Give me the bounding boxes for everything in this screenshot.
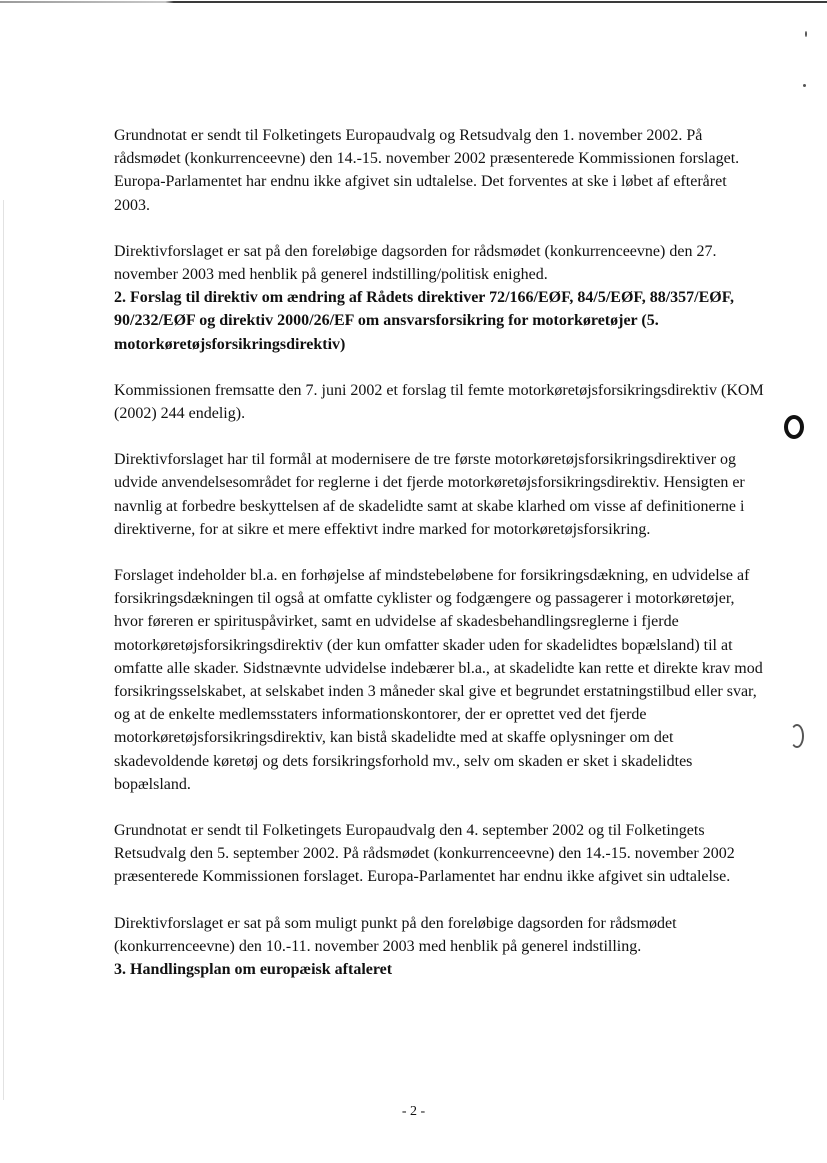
paragraph-forslaget: Forslaget indeholder bl.a. en forhøjelse af mindstebeløbene for forsikringsdækning, en udvidelse af forsikringsdækningen til også at omfatte cyklister og fodgængere og passagerer i motorkøretøjer, hvor føreren er spirituspåvirket, samt en udvidelse af skadesbehandlingsreglerne i fjerde motorkøretøjsforsikringsdirektiv (der kun omfatter skader uden for skadelidtes bopælsland) til at omfatte alle skader. Sidstnævnte udvidelse indebærer bl.a., at skadelidte kan rette et direkte krav mod forsikringsselskabet, at selskabet inden 3 måneder skal give et begrundet erstatningstilbud eller svar, og at de enkelte medlemsstaters informationskontorer, der er oprettet ved det fjerde motorkøretøjsforsikringsdirektiv, kan bistå skadelidte med at skaffe oplysninger om det skadevoldende køretøj og dets forsikringsforhold mv., selv om skaden er sket i skadelidtes bopælsland. [114, 567, 763, 793]
section-heading-3: 3. Handlingsplan om europæisk aftaleret [114, 961, 393, 979]
document-body [114, 124, 764, 981]
scan-top-edge [0, 1, 827, 3]
scan-left-edge [3, 200, 4, 1100]
punch-hole-lower [790, 724, 804, 748]
scan-speck [803, 84, 806, 87]
paragraph-grundnotat-1: Grundnotat er sendt til Folketingets Europaudvalg og Retsudvalg den 1. november 2002. På rådsmødet (konkurrenceevne) den 14.-15. november 2002 præsenterede Kommissionen forslaget. Europa-Parlamentet har endnu ikke afgivet sin udtalelse. Det forventes at ske i løbet af efteråret 2003. [114, 127, 740, 214]
paragraph-dagsorden-2: Direktivforslaget er sat på som muligt punkt på den foreløbige dagsorden for rådsmødet (konkurrenceevne) den 10.-11. november 2003 med henblik på generel indstilling. [114, 914, 677, 955]
paragraph-dagsorden-1: Direktivforslaget er sat på den foreløbige dagsorden for rådsmødet (konkurrenceevne) den 27. november 2003 med henblik på generel indstilling/politisk enighed. [114, 242, 717, 284]
paragraph-kommissionen: Kommissionen fremsatte den 7. juni 2002 et forslag til femte motorkøretøjsforsikringsdirektiv (KOM (2002) 244 endelig). [114, 381, 764, 423]
scan-speck [805, 31, 807, 37]
page-number: - 2 - [401, 1104, 426, 1119]
punch-hole-upper [784, 415, 804, 439]
paragraph-formaal: Direktivforslaget har til formål at modernisere de tre første motorkøretøjsforsikringsdirektiver og udvide anvendelsesområdet for reglerne i det fjerde motorkøretøjsforsikringsdirektiv. Hensigten er navnlig at forbedre beskyttelsen af de skadelidte samt at skabe klarhed om visse af definitionerne i direktiverne, for at sikre et mere effektivt indre marked for motorkøretøjsforsikring. [114, 451, 745, 538]
paragraph-grundnotat-2: Grundnotat er sendt til Folketingets Europaudvalg den 4. september 2002 og til Folketingets Retsudvalg den 5. september 2002. På rådsmødet (konkurrenceevne) den 14.-15. november 2002 præsenterede Kommissionen forslaget. Europa-Parlamentet har endnu ikke afgivet sin udtalelse. [114, 822, 735, 886]
section-heading-2: 2. Forslag til direktiv om ændring af Rådets direktiver 72/166/EØF, 84/5/EØF, 88/357/EØF, 90/232/EØF og direktiv 2000/26/EF om ansvarsforsikring for motorkøretøjer (5. motorkøretøjsforsikringsdirektiv) [114, 289, 735, 353]
